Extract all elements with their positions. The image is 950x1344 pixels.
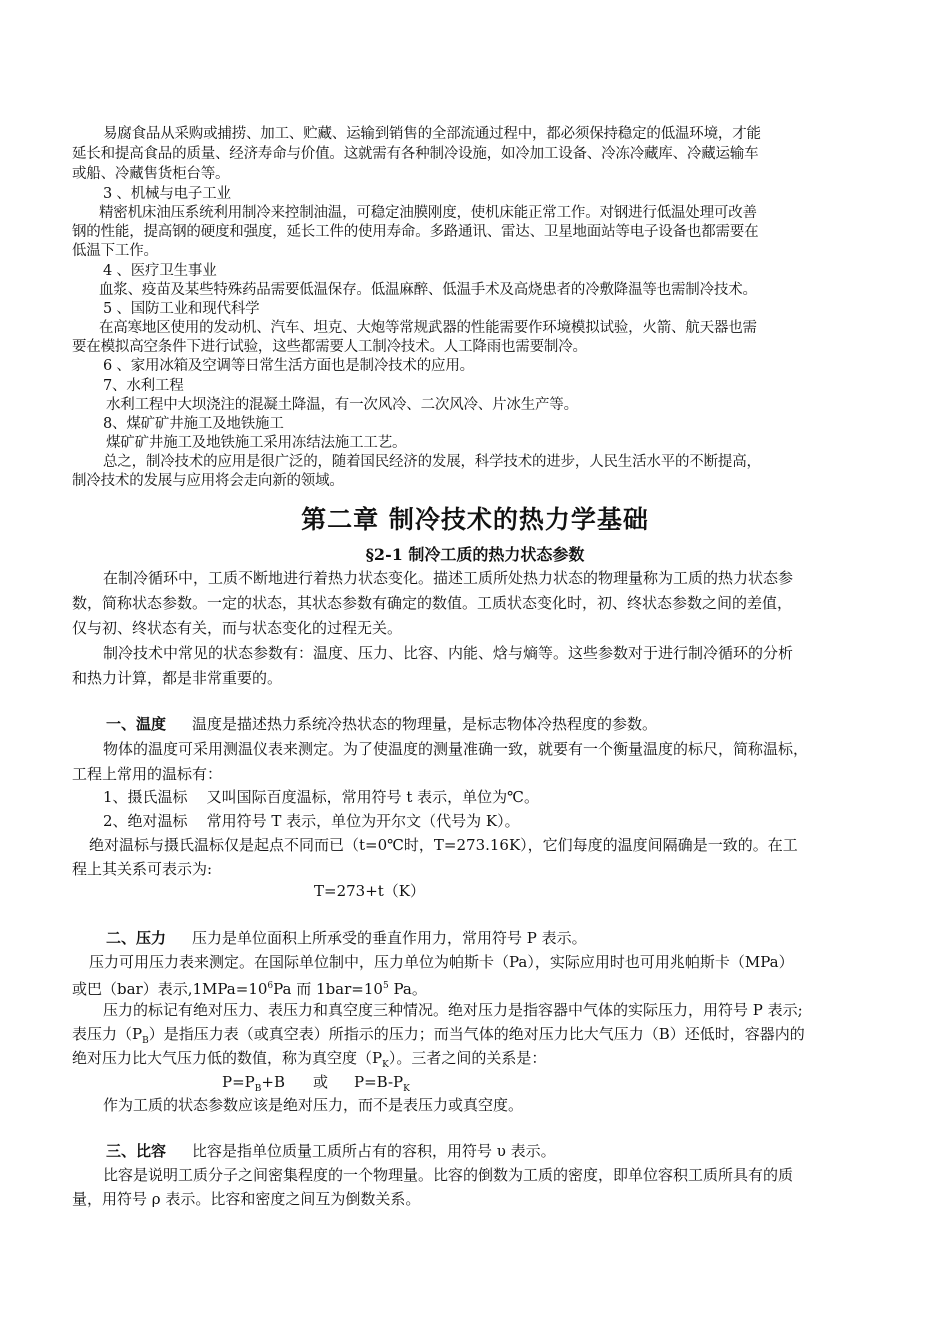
paragraph-line: 程上其关系可表示为: bbox=[72, 860, 213, 878]
list-heading: 6 、家用冰箱及空调等日常生活方面也是制冷技术的应用。 bbox=[103, 358, 474, 374]
paragraph-line: 数，简称状态参数。一定的状态，其状态参数有确定的数值。工质状态变化时，初、终状态参数之间的差值， bbox=[72, 594, 793, 612]
paragraph-line: 钢的性能，提高钢的硬度和强度，延长工件的使用寿命。多路通讯、雷达、卫星地面站等电子设备也都需要在 bbox=[72, 224, 759, 240]
paragraph-line: 压力的标记有绝对压力、表压力和真空度三种情况。绝对压力是指容器中气体的实际压力，用符号 P 表示; bbox=[103, 1001, 803, 1019]
temperature-definition: 温度是描述热力系统冷热状态的物理量，是标志物体冷热程度的参数。 bbox=[192, 715, 658, 733]
paragraph-line: 物体的温度可采用测温仪表来测定。为了使温度的测量准确一致，就要有一个衡量温度的标尺，简称温标， bbox=[103, 740, 809, 758]
paragraph-line: 2、绝对温标 常用符号 T 表示，单位为开尔文（代号为 K）。 bbox=[103, 812, 520, 830]
paragraph-line: 量，用符号 ρ 表示。比容和密度之间互为倒数关系。 bbox=[72, 1190, 421, 1208]
paragraph-line: 和热力计算，都是非常重要的。 bbox=[72, 669, 283, 687]
specific-volume-section-line bbox=[72, 1139, 916, 1164]
paragraph-line: 在制冷循环中，工质不断地进行着热力状态变化。描述工质所处热力状态的物理量称为工质的热力状态参 bbox=[103, 569, 794, 587]
pressure-section-line bbox=[72, 926, 916, 951]
superscript: 6 bbox=[267, 981, 274, 991]
paragraph-line: 低温下工作。 bbox=[72, 243, 158, 259]
text-run: +B bbox=[261, 1073, 285, 1091]
section-title: §2-1 制冷工质的热力状态参数 bbox=[365, 545, 585, 564]
paragraph-line: 精密机床油压系统利用制冷来控制油温，可稳定油膜刚度，使机床能正常工作。对钢进行低温处理可改善 bbox=[99, 205, 757, 221]
paragraph-line: 在高寒地区使用的发动机、汽车、坦克、大炮等常规武器的性能需要作环境模拟试验，火箭、航天器也需 bbox=[99, 320, 757, 336]
subscript: B bbox=[142, 1036, 149, 1046]
list-heading: 4 、医疗卫生事业 bbox=[103, 263, 217, 279]
formula: T=273+t（K） bbox=[314, 882, 426, 900]
paragraph-line: 易腐食品从采购或捕捞、加工、贮藏、运输到销售的全部流通过程中，都必须保持稳定的低温环境，才能 bbox=[103, 126, 761, 142]
paragraph-line: 总之，制冷技术的应用是很广泛的，随着国民经济的发展，科学技术的进步，人民生活水平的不断提高， bbox=[103, 454, 761, 470]
list-heading: 7、水利工程 bbox=[103, 378, 184, 394]
paragraph-line: 水利工程中大坝浇注的混凝土降温，有一次风冷、二次风冷、片冰生产等。 bbox=[106, 397, 578, 413]
text-run: 绝对压力比大气压力低的数值，称为真空度（P bbox=[72, 1049, 383, 1067]
temperature-section-line bbox=[72, 712, 916, 737]
subscript: K bbox=[382, 1060, 389, 1070]
paragraph-line: 或船、冷藏售货柜台等。 bbox=[72, 166, 230, 182]
text-run: ）。三者之间的关系是： bbox=[388, 1049, 547, 1067]
text-run: Pa。 bbox=[388, 980, 427, 998]
paragraph-line: 煤矿矿井施工及地铁施工采用冻结法施工工艺。 bbox=[106, 435, 407, 451]
paragraph-line: 延长和提高食品的质量、经济寿命与价值。这就需有各种制冷设施，如冷加工设备、冷冻冷藏库、冷藏运输车 bbox=[72, 146, 759, 162]
list-heading: 8、煤矿矿井施工及地铁施工 bbox=[103, 416, 284, 432]
chapter-title: 第二章 制冷技术的热力学基础 bbox=[301, 505, 649, 534]
subscript: K bbox=[403, 1084, 410, 1094]
subscript: B bbox=[254, 1084, 262, 1094]
text-run: 或巴（bar）表示,1MPa=10 bbox=[72, 980, 268, 998]
text-run: 表压力（P bbox=[72, 1025, 143, 1043]
list-heading: 5 、国防工业和现代科学 bbox=[103, 301, 260, 317]
text-run: P=B-P bbox=[354, 1073, 404, 1091]
paragraph-line: 要在模拟高空条件下进行试验，这些都需要人工制冷技术。人工降雨也需要制冷。 bbox=[72, 339, 587, 355]
paragraph-line: 血浆、疫苗及某些特殊药品需要低温保存。低温麻醉、低温手术及高烧患者的冷敷降温等也需制冷技术。 bbox=[99, 282, 757, 298]
pressure-definition: 压力是单位面积上所承受的垂直作用力，常用符号 P 表示。 bbox=[192, 929, 587, 947]
specific-volume-definition: 比容是指单位质量工质所占有的容积，用符号 υ 表示。 bbox=[192, 1142, 556, 1160]
paragraph-line: 制冷技术的发展与应用将会走向新的领域。 bbox=[72, 473, 344, 489]
paragraph-line: 1、摄氏温标 又叫国际百度温标，常用符号 t 表示，单位为℃。 bbox=[103, 788, 539, 806]
temperature-heading: 一、温度 bbox=[106, 715, 167, 733]
paragraph-line: 压力可用压力表来测定。在国际单位制中，压力单位为帕斯卡（Pa），实际应用时也可用兆帕斯卡（MPa） bbox=[89, 953, 794, 971]
text-run: Pa 而 1bar=10 bbox=[273, 980, 383, 998]
text-run: P=P bbox=[222, 1073, 255, 1091]
paragraph-line: 作为工质的状态参数应该是绝对压力，而不是表压力或真空度。 bbox=[103, 1096, 524, 1114]
paragraph-line: 制冷技术中常见的状态参数有：温度、压力、比容、内能、焓与熵等。这些参数对于进行制冷循环的分析 bbox=[103, 644, 794, 662]
list-heading: 3 、机械与电子工业 bbox=[103, 186, 231, 202]
superscript: 5 bbox=[382, 981, 389, 991]
text-run: 或 bbox=[312, 1073, 328, 1091]
paragraph-line: 比容是说明工质分子之间密集程度的一个物理量。比容的倒数为工质的密度，即单位容积工质所具有的质 bbox=[103, 1166, 794, 1184]
paragraph-line: 工程上常用的温标有： bbox=[72, 765, 223, 783]
pressure-heading: 二、压力 bbox=[106, 929, 167, 947]
paragraph-line: 仅与初、终状态有关，而与状态变化的过程无关。 bbox=[72, 619, 403, 637]
text-run: ）是指压力表（或真空表）所指示的压力；而当气体的绝对压力比大气压力（B）还低时，容器内的 bbox=[148, 1025, 805, 1043]
paragraph-line: 绝对温标与摄氏温标仅是起点不同而已（t=0℃时，T=273.16K），它们每度的温度间隔确是一致的。在工 bbox=[89, 836, 798, 854]
specific-volume-heading: 三、比容 bbox=[106, 1142, 167, 1160]
